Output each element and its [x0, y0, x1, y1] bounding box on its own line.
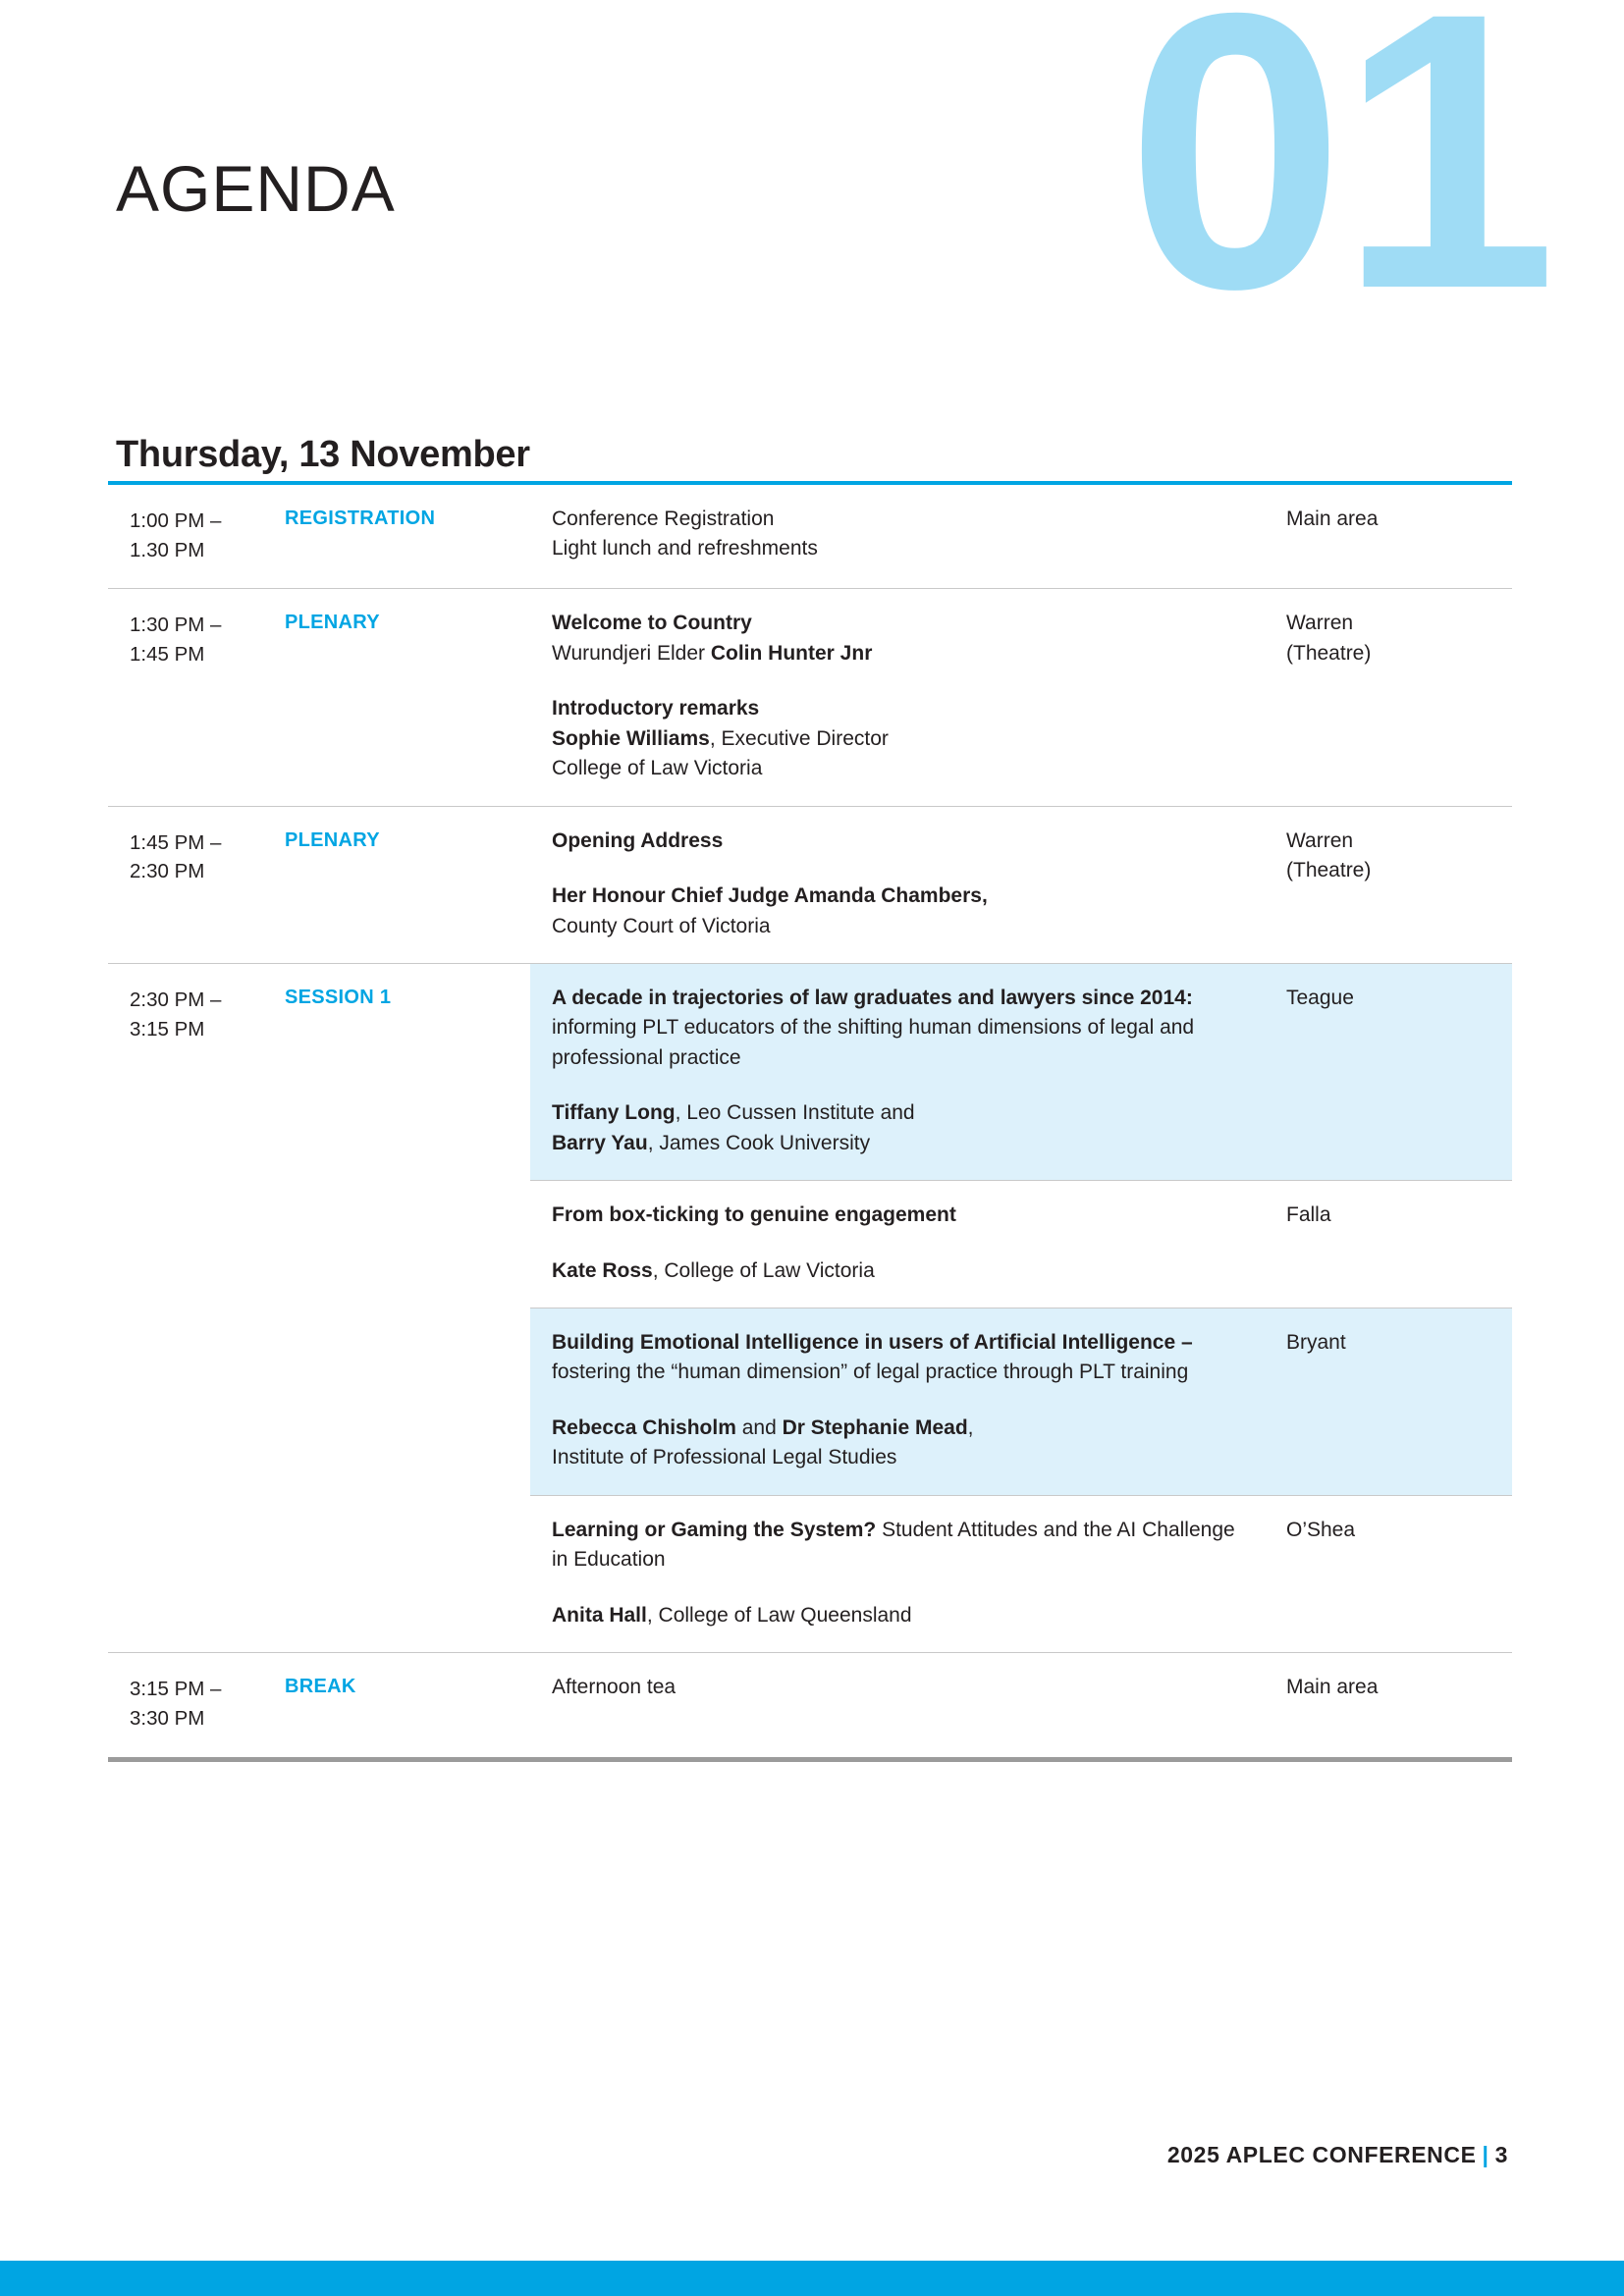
session-description: Opening Address Her Honour Chief Judge Amanda Chambers, County Court of Victoria	[552, 828, 988, 937]
session-room: Warren (Theatre)	[1286, 612, 1372, 665]
agenda-time: 2:30 PM – 3:15 PM	[130, 988, 222, 1041]
agenda-session-row	[530, 589, 1512, 805]
session-room: Bryant	[1286, 1331, 1346, 1354]
session-description: Learning or Gaming the System? Student Attitudes and the AI Challenge in Education Anita Hall, College of Law Queensland	[552, 1518, 1235, 1627]
agenda-session-list	[530, 485, 1512, 588]
footer-page-number: 3	[1494, 2142, 1508, 2167]
footer-separator: |	[1482, 2142, 1489, 2167]
agenda-time: 1:45 PM – 2:30 PM	[130, 830, 222, 883]
page-title: AGENDA	[116, 152, 396, 226]
day-heading: Thursday, 13 November	[116, 433, 530, 475]
session-description: From box-ticking to genuine engagement Kate Ross, College of Law Victoria	[552, 1203, 956, 1282]
session-room: Warren (Theatre)	[1286, 828, 1372, 882]
footer-accent-bar	[0, 2261, 1624, 2296]
agenda-session-list	[530, 1653, 1512, 1756]
agenda-session-type: PLENARY	[285, 612, 380, 634]
agenda-session-row	[530, 1308, 1512, 1495]
agenda-block	[108, 807, 1512, 964]
session-description: A decade in trajectories of law graduates and lawyers since 2014: informing PLT educators of the shifting human dimensions of legal and professional practice Tiffany Long, Leo Cussen Institute and Barry Yau, James Cook University	[552, 986, 1195, 1154]
agenda-session-row	[530, 807, 1512, 963]
agenda-session-type: BREAK	[285, 1676, 356, 1698]
agenda-time: 1:30 PM – 1:45 PM	[130, 614, 222, 667]
agenda-time: 3:15 PM – 3:30 PM	[130, 1678, 222, 1730]
session-description: Building Emotional Intelligence in users of Artificial Intelligence – fostering the “human dimension” of legal practice through PLT training Rebecca Chisholm and Dr Stephanie Mead, Institute of Professional Legal Studies	[552, 1331, 1193, 1469]
agenda-table	[108, 481, 1512, 1762]
session-room: Main area	[1286, 507, 1379, 530]
agenda-block	[108, 1653, 1512, 1756]
agenda-session-list	[530, 589, 1512, 805]
agenda-block	[108, 964, 1512, 1653]
agenda-session-row	[530, 1496, 1512, 1652]
agenda-session-list	[530, 964, 1512, 1652]
table-bottom-rule	[108, 1757, 1512, 1762]
agenda-session-row	[530, 1181, 1512, 1308]
agenda-block	[108, 485, 1512, 589]
agenda-session-row	[530, 1653, 1512, 1724]
session-description: Welcome to Country Wurundjeri Elder Colin Hunter Jnr Introductory remarks Sophie Williams, Executive Director College of Law Victoria	[552, 612, 889, 780]
agenda-session-type: SESSION 1	[285, 986, 392, 1008]
agenda-body	[108, 485, 1512, 1757]
session-description: Conference Registration Light lunch and refreshments	[552, 507, 818, 561]
session-room: Falla	[1286, 1203, 1331, 1227]
agenda-session-row	[530, 485, 1512, 586]
session-room: Main area	[1286, 1676, 1379, 1699]
session-room: Teague	[1286, 986, 1354, 1009]
session-room: O’Shea	[1286, 1518, 1356, 1541]
agenda-session-type: REGISTRATION	[285, 507, 436, 529]
page-number-watermark: 01	[1126, 0, 1551, 370]
agenda-session-list	[530, 807, 1512, 963]
agenda-time: 1:00 PM – 1.30 PM	[130, 509, 222, 561]
footer-text: 2025 APLEC CONFERENCE	[1166, 2142, 1477, 2167]
session-description: Afternoon tea	[552, 1676, 677, 1699]
agenda-session-type: PLENARY	[285, 828, 380, 851]
footer	[1167, 2142, 1508, 2168]
agenda-session-row	[530, 964, 1512, 1180]
agenda-block	[108, 589, 1512, 806]
